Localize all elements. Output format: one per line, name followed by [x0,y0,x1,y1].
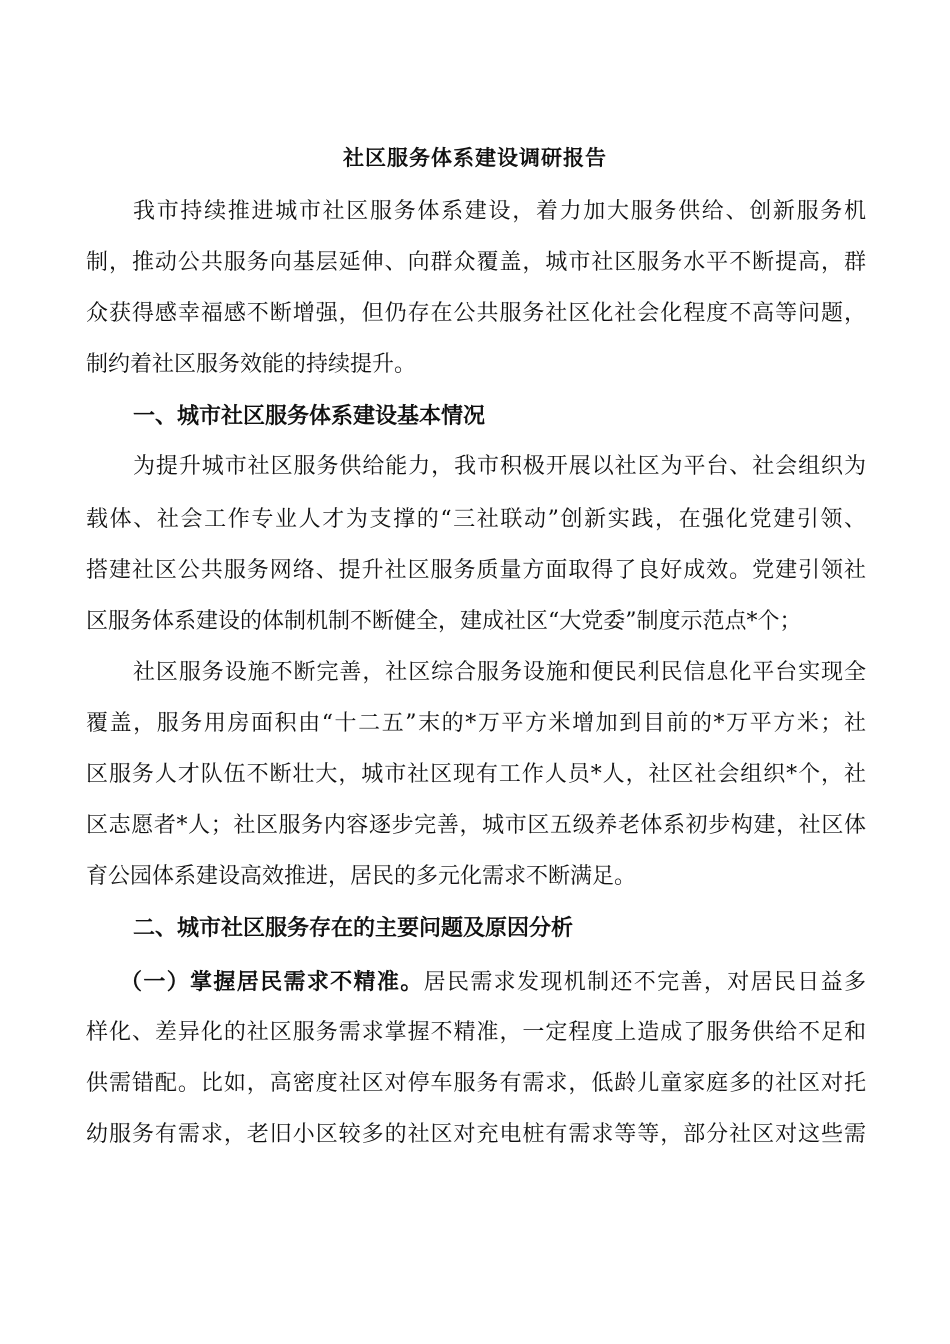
intro-line-4: 制约着社区服务效能的持续提升。 [86,352,417,377]
intro-line-2: 制，推动公共服务向基层延伸、向群众覆盖，城市社区服务水平不断提高，群 [86,250,866,275]
section-1-para-2-line-1: 社区服务设施不断完善，社区综合服务设施和便民利民信息化平台实现全 [133,660,866,685]
document-title: 社区服务体系建设调研报告 [343,145,607,170]
section-2-sub-1-line-2: 样化、差异化的社区服务需求掌握不精准，一定程度上造成了服务供给不足和 [86,1020,866,1045]
section-1-para-1-line-4: 区服务体系建设的体制机制不断健全，建成社区“大党委”制度示范点*个； [86,609,802,634]
intro-line-1: 我市持续推进城市社区服务体系建设，着力加大服务供给、创新服务机 [133,199,866,224]
section-1-para-2-line-4: 区志愿者*人；社区服务内容逐步完善，城市区五级养老体系初步构建，社区体 [86,813,866,838]
section-1-para-2-line-5: 育公园体系建设高效推进，居民的多元化需求不断满足。 [86,864,637,889]
section-1-para-2-line-3: 区服务人才队伍不断壮大，城市社区现有工作人员*人，社区社会组织*个，社 [86,762,866,787]
section-2-sub-1-lead: （一）掌握居民需求不精准。 [120,969,424,995]
section-2-sub-1-line-4: 幼服务有需求，老旧小区较多的社区对充电桩有需求等等，部分社区对这些需 [86,1122,866,1147]
intro-line-3: 众获得感幸福感不断增强，但仍存在公共服务社区化社会化程度不高等问题， [86,301,866,326]
section-1-para-1-line-3: 搭建社区公共服务网络、提升社区服务质量方面取得了良好成效。党建引领社 [86,558,866,583]
section-1-para-2-line-2: 覆盖，服务用房面积由“十二五”末的*万平方米增加到目前的*万平方米；社 [86,711,866,736]
section-2-sub-1-first-rest: 居民需求发现机制还不完善，对居民日益多 [423,970,866,995]
section-2-sub-1-line-1 [120,964,866,1001]
section-1-para-1-line-2: 载体、社会工作专业人才为支撑的“三社联动”创新实践，在强化党建引领、 [86,507,866,532]
section-1-heading: 一、城市社区服务体系建设基本情况 [133,403,486,429]
section-1-para-1-line-1: 为提升城市社区服务供给能力，我市积极开展以社区为平台、社会组织为 [133,454,866,479]
section-2-heading: 二、城市社区服务存在的主要问题及原因分析 [133,915,574,941]
section-2-sub-1-line-3: 供需错配。比如，高密度社区对停车服务有需求，低龄儿童家庭多的社区对托 [86,1071,866,1096]
